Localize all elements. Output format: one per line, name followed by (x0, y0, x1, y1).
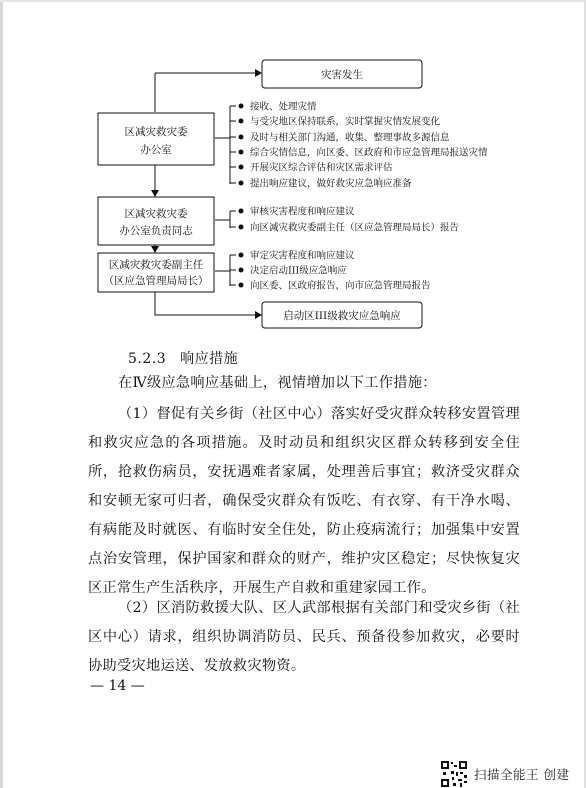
box-office-head (98, 197, 214, 245)
office-task-5: 开展灾区综合评估和灾区需求评估 (250, 162, 393, 174)
office-task-list (239, 101, 489, 190)
deputy-task-1: 审定灾害程度和响应建议 (250, 250, 355, 262)
qr-code-icon (440, 760, 468, 788)
box-committee-office-line2: 办公室 (140, 144, 172, 156)
office-head-task-2: 向区减灾救灾委副主任（区应急管理局局长）报告 (250, 222, 460, 234)
paragraph-measure-2: （2）区消防救援大队、区人武部根据有关部门和受灾乡街（社区中心）请求，组织协调消防员、民兵、预备役参加救灾，必要时协助受灾地运送、发放救灾物资。 (88, 600, 520, 674)
section-number: 5.2.3 (128, 351, 167, 367)
office-task-4: 综合灾情信息，向区委、区政府和市应急管理局报送灾情 (250, 147, 488, 159)
office-head-task-1: 审核灾害程度和响应建议 (250, 206, 355, 218)
deputy-task-3: 向区委、区政府报告，向市应急管理局报告 (250, 280, 431, 292)
deputy-task-list (239, 250, 432, 292)
box-committee-office (98, 113, 214, 165)
box-deputy-director-line1: 区减灾救灾委副主任 (108, 259, 204, 271)
box-committee-office-line1: 区减灾救灾委 (124, 126, 188, 138)
scanner-watermark (440, 760, 569, 788)
office-head-task-list (239, 206, 460, 234)
box-start-response-label: 启动区III级救灾应急响应 (283, 310, 401, 322)
office-task-3: 及时与相关部门沟通，收集、整理事故多源信息 (250, 132, 450, 144)
office-task-1: 接收、处理灾情 (250, 101, 317, 113)
box-office-head-line1: 区减灾救灾委 (124, 208, 188, 220)
office-task-6: 提出响应建议，做好救灾应急响应准备 (250, 178, 412, 190)
box-office-head-line2: 办公室负责同志 (119, 225, 193, 237)
box-deputy-director-line2: （区应急管理局局长） (103, 275, 209, 287)
deputy-task-2: 决定启动III级应急响应 (250, 265, 347, 277)
box-disaster-occurs-label: 灾害发生 (321, 69, 363, 81)
response-flowchart (0, 0, 586, 340)
office-task-2: 与受灾地区保持联系，实时掌握灾情发展变化 (250, 116, 441, 128)
section-heading (128, 348, 238, 368)
paragraph-measure-1: （1）督促有关乡街（社区中心）落实好受灾群众转移安置管理和救灾应急的各项措施。及时动员和组织灾区群众转移到安全住所，抢救伤病员，安抚遇难者家属，处理善后事宜；救济受灾群众和安顿无家可归者，确保受灾群众有饭吃、有衣穿、有干净水喝、有病能及时就医、有临时安全住处，防止疫病流行；加强集中安置点治安管理，保护国家和群众的财产，维护灾区稳定；尽快恢复灾区正常生产生活秩序，开展生产自救和重建家园工作。 (88, 406, 520, 596)
watermark-text: 扫描全能王 创建 (474, 767, 570, 782)
paragraph-intro: 在Ⅳ级应急响应基础上，视情增加以下工作措施： (118, 375, 437, 391)
page-number: — 14 — (90, 678, 145, 694)
section-title: 响应措施 (180, 351, 239, 367)
